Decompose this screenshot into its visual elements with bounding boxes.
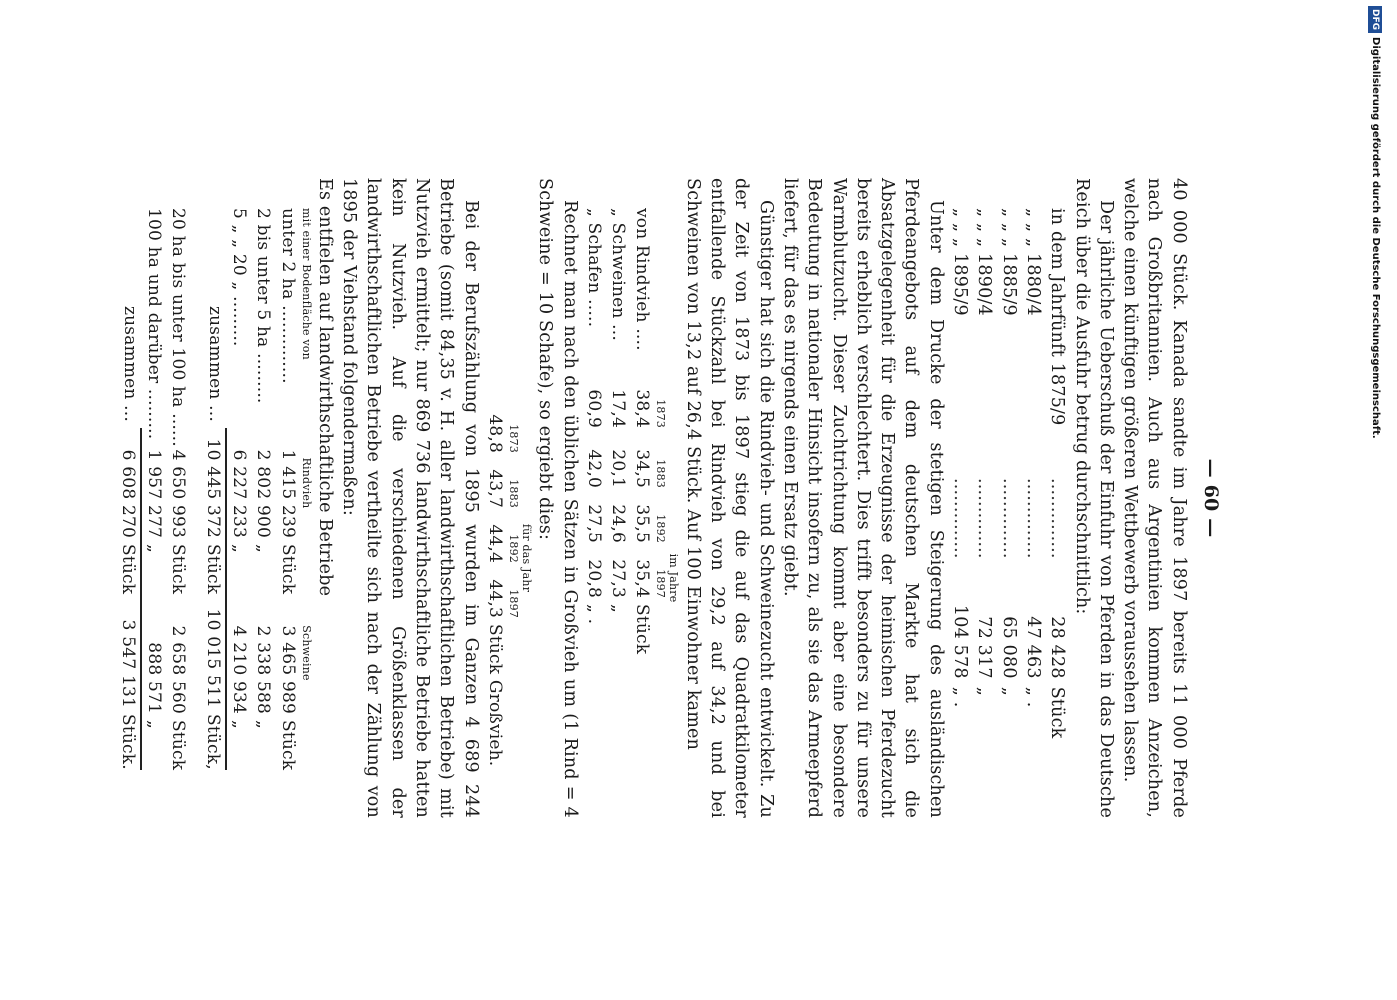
paragraph-5: Rechnet man nach den üblichen Sätzen in Großvieh um (1 Rind = 4 Schweine = 10 Schafe), so ergiebt dies: [535,178,580,818]
table-row: „ Schafen ..... 60,9 42,0 27,5 20,8 „ . [582,178,606,818]
year-header: 1873 [654,399,668,428]
table-row: in dem Jahrfünft 1875/9 .............. 28 428 Stück [1045,178,1069,818]
rotated-text-block [117,178,1223,818]
table-row: „ „ „ 1890/4 .............. 72 317 „ [972,178,996,818]
table-super-header: für das Jahr [519,523,533,593]
paragraph-3: Unter dem Drucke der stetigen Steigerung des ausländischen Pferdeangebots auf dem deutschen Markte hat sich die Absatzgelegenheit für die Erzeugnisse der heimischen Pferdezucht bereits erheblich verschlechtert. Dies trifft besonders zu für unsere Warmblutzucht. Dieser Zuchtrichtung kommt aber eine besondere Bedeutung in nationaler Hinsicht insofern zu, als sie das Armeepferd liefert, für das es nirgends einen Ersatz giebt. [779,178,946,818]
table-row: 100 ha und darüber ......... 1 957 277 „ 888 571 „ [144,208,165,730]
row-label: von Rindvieh .... [632,208,653,351]
horse-import-table [948,178,1069,818]
row-value: 47 463 [1022,616,1043,679]
row-label: „ Schweinen ... [608,208,629,341]
row-label: „ „ „ 1880/4 [1022,208,1043,316]
row-unit: Stück [1047,686,1068,739]
farm-size-table [116,178,313,818]
year-header: 1897 [654,569,668,598]
table-header: mit einer Bodenfläche von Rindvieh Schweine [299,208,313,681]
row-label: „ Schafen ..... [583,208,604,328]
table-row-sum: zusammen ... 6 608 270 Stück 3 547 131 Stück. [116,178,142,818]
row-unit: „ [974,686,995,696]
paragraph-6: Bei der Berufszählung von 1895 wurden im Ganzen 4 689 244 Betriebe (somit 84,35 v. H. aller landwirthschaftlichen Betriebe) mit Nutzvieh ermittelt; nur 869 736 landwirthschaftliche Betriebe hatten kein Nutzvieh. Auf die verschiedenen Größenklassen der landwirthschaftlichen Betriebe vertheilte sich nach der Zählung von 1895 der Viehstand folgendermaßen: [339,178,481,818]
table-header: 1873 1883 1892 1897 [506,424,520,618]
table-row: „ „ „ 1880/4 .............. 47 463 „ . [1021,178,1045,818]
row-label: „ „ „ 1890/4 [974,208,995,316]
table-row: 5 „ „ 20 „ ......... 6 227 233 „ 4 210 934 „ [229,208,250,730]
year-header: 1892 [654,514,668,543]
table-row-sum: zusammen ... 10 445 372 Stück 10 015 511 Stück, [200,178,226,818]
table-row: „ „ „ 1895/9 .............. 104 578 „ . [948,178,972,818]
credit-text: Digitalisierung gefördert durch die Deutsche Forschungsgemeinschaft. [1370,37,1381,439]
table-row: 2 bis unter 5 ha ......... 2 802 900 „ 2 338 588 „ [253,208,274,730]
table-row: „ „ „ 1885/9 .............. 65 080 „ [996,178,1020,818]
row-label: in dem Jahrfünft 1875/9 [1047,208,1068,426]
row-unit: „ . [1022,686,1043,708]
table-row: 48,8 43,7 44,4 44,3 Stück Großvieh. [484,414,505,767]
dfg-logo-badge: DFG [1368,6,1382,33]
table-row: 20 ha bis unter 100 ha ...... 4 650 993 Stück 2 658 560 Stück [168,208,189,771]
row-value: 65 080 [998,616,1019,679]
page-number: — 60 — [1200,458,1222,538]
row-label: „ „ „ 1885/9 [998,208,1019,316]
row-unit: „ [998,686,1019,696]
paragraph-2: Der jährliche Ueberschuß der Einfuhr von Pferden in das Deutsche Reich über die Ausfuhr betrug durchschnittlich: [1071,178,1116,818]
livestock-per-100-table [582,178,681,818]
digitization-credit [1368,6,1382,906]
table-header [654,178,667,818]
row-value: 104 578 [950,604,971,679]
row-label: „ „ „ 1895/9 [950,208,971,316]
table-row: „ Schweinen ... 17,4 20,1 24,6 27,3 „ [606,178,630,818]
grossvieh-table [483,178,533,818]
row-unit: „ . [950,686,971,708]
paragraph-7: Es entfielen auf landwirthschaftliche Betriebe [314,178,335,597]
table-row: von Rindvieh .... 38,4 34,5 35,5 35,4 Stück [630,178,654,818]
row-value: 28 428 [1047,616,1068,679]
paragraph-1: 40 000 Stück. Kanada sandte im Jahre 1897 bereits 11 000 Pferde nach Großbritannien. Auch aus Argentinien kommen Anzeichen, welche einen künftigen größeren Wettbewerb voraussehen lassen. [1120,178,1189,818]
table-row: unter 2 ha .............. 1 415 239 Stück 3 465 989 Stück [277,208,298,771]
year-header: 1883 [654,459,668,488]
row-value: 72 317 [974,616,995,679]
table-super-header: im Jahre [667,553,681,603]
paragraph-4: Günstiger hat sich die Rindvieh- und Schweinezucht entwickelt. Zu der Zeit von 1873 bis 1897 stieg die auf das Quadratkilometer entfallende Stückzahl bei Rindvieh von 29,2 auf 34,2 und bei Schweinen von 13,2 auf 26,4 Stück. Auf 100 Einwohner kamen [682,178,776,818]
